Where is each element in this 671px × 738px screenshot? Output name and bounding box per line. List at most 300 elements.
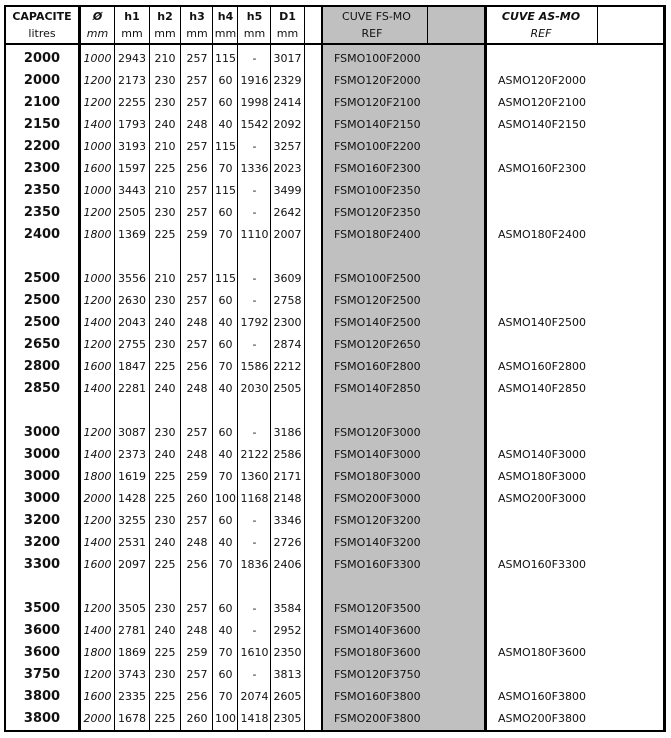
cell-h4: 60 bbox=[218, 96, 233, 109]
cell-fs: FSMO140F3600 bbox=[334, 624, 421, 637]
cell-fs: FSMO120F3200 bbox=[334, 514, 421, 527]
border-diameter bbox=[114, 5, 115, 732]
cell-h1: 3443 bbox=[118, 184, 146, 197]
border-fs-left bbox=[321, 5, 323, 732]
cell-h3: 248 bbox=[186, 624, 208, 637]
cell-h4: 60 bbox=[218, 602, 233, 615]
cell-cap: 2000 bbox=[23, 73, 61, 88]
cell-fs: FSMO120F3750 bbox=[334, 668, 421, 681]
cell-cap: 3500 bbox=[23, 601, 61, 616]
cell-h2: 240 bbox=[154, 316, 176, 329]
cell-d1: 2300 bbox=[273, 316, 302, 329]
cell-d1: 3584 bbox=[273, 602, 302, 615]
cell-dia: 1200 bbox=[83, 338, 112, 351]
cell-dia: 1400 bbox=[83, 118, 112, 131]
cell-h3: 257 bbox=[186, 96, 208, 109]
cell-d1: 2007 bbox=[273, 228, 302, 241]
cell-cap: 2500 bbox=[23, 293, 61, 308]
cell-cap: 3000 bbox=[23, 447, 61, 462]
cell-h1: 2531 bbox=[118, 536, 146, 549]
cell-h5: - bbox=[252, 536, 257, 549]
cell-d1: 2148 bbox=[273, 492, 302, 505]
cell-h3: 257 bbox=[186, 206, 208, 219]
cell-dia: 1000 bbox=[83, 272, 112, 285]
cell-dia: 1400 bbox=[83, 624, 112, 637]
cell-d1: 2414 bbox=[273, 96, 302, 109]
cell-d1: 2023 bbox=[273, 162, 302, 175]
cell-d1: 3609 bbox=[273, 272, 302, 285]
cell-d1: 2406 bbox=[273, 558, 302, 571]
cell-h3: 256 bbox=[186, 690, 208, 703]
cell-fs: FSMO120F3500 bbox=[334, 602, 421, 615]
cell-h1: 1793 bbox=[118, 118, 146, 131]
header-h3-unit: mm bbox=[186, 27, 208, 40]
cell-cap: 3200 bbox=[23, 535, 61, 550]
header-h1-unit: mm bbox=[121, 27, 143, 40]
cell-fs: FSMO200F3800 bbox=[334, 712, 421, 725]
cell-fs: FSMO140F3000 bbox=[334, 448, 421, 461]
cell-h4: 60 bbox=[218, 514, 233, 527]
cell-fs: FSMO160F3800 bbox=[334, 690, 421, 703]
cell-d1: 2505 bbox=[273, 382, 302, 395]
border-fs-right bbox=[484, 5, 487, 732]
cell-d1: 3017 bbox=[273, 52, 302, 65]
cell-cap: 2500 bbox=[23, 315, 61, 330]
cell-h4: 100 bbox=[215, 712, 236, 725]
cell-as bbox=[486, 598, 598, 620]
header-h1: h1 bbox=[124, 10, 140, 23]
header-diameter: Ø bbox=[92, 10, 103, 23]
cell-h2: 230 bbox=[154, 602, 176, 615]
cell-h2: 230 bbox=[154, 294, 176, 307]
cell-h1: 2043 bbox=[118, 316, 146, 329]
cell-d1: 2726 bbox=[273, 536, 302, 549]
cell-fs: FSMO160F3300 bbox=[334, 558, 421, 571]
cell-h5: 2122 bbox=[240, 448, 269, 461]
cell-h5: 1792 bbox=[240, 316, 269, 329]
cell-cap: 3600 bbox=[23, 623, 61, 638]
cell-dia: 1400 bbox=[83, 316, 112, 329]
cell-h2: 210 bbox=[154, 272, 176, 285]
cell-dia: 1800 bbox=[83, 646, 112, 659]
cell-as: ASMO140F3000 bbox=[498, 448, 586, 461]
cell-h5: - bbox=[252, 140, 257, 153]
cell-d1: 2758 bbox=[273, 294, 302, 307]
cell-d1: 2305 bbox=[273, 712, 302, 725]
cell-h1: 2173 bbox=[118, 74, 146, 87]
cell-fs: FSMO180F3600 bbox=[334, 646, 421, 659]
cell-fs: FSMO180F3000 bbox=[334, 470, 421, 483]
border-right bbox=[663, 5, 666, 732]
cell-dia: 1200 bbox=[83, 668, 112, 681]
cell-h2: 230 bbox=[154, 668, 176, 681]
border-capacite bbox=[78, 5, 81, 732]
cell-h3: 257 bbox=[186, 602, 208, 615]
cell-as: ASMO200F3000 bbox=[498, 492, 586, 505]
cell-h1: 2097 bbox=[118, 558, 146, 571]
cell-h5: 1836 bbox=[240, 558, 269, 571]
cell-h1: 1619 bbox=[118, 470, 146, 483]
cell-cap: 3800 bbox=[23, 689, 61, 704]
cell-h3: 259 bbox=[186, 646, 208, 659]
cell-h4: 60 bbox=[218, 294, 233, 307]
header-as-ref: REF bbox=[530, 27, 552, 40]
cell-d1: 2952 bbox=[273, 624, 302, 637]
cell-dia: 1200 bbox=[83, 294, 112, 307]
cell-d1: 2605 bbox=[273, 690, 302, 703]
cell-d1: 2642 bbox=[273, 206, 302, 219]
cell-h5: 1168 bbox=[240, 492, 269, 505]
cell-d1: 2171 bbox=[273, 470, 302, 483]
cell-h3: 257 bbox=[186, 668, 208, 681]
cell-as: ASMO160F3300 bbox=[498, 558, 586, 571]
cell-as bbox=[486, 532, 598, 554]
cell-d1: 2874 bbox=[273, 338, 302, 351]
cell-h5: 1360 bbox=[240, 470, 269, 483]
cell-h5: 2074 bbox=[240, 690, 269, 703]
cell-h3: 259 bbox=[186, 470, 208, 483]
cell-dia: 1600 bbox=[83, 690, 112, 703]
border-h4 bbox=[237, 5, 238, 732]
cell-dia: 1800 bbox=[83, 228, 112, 241]
cell-h4: 40 bbox=[218, 536, 233, 549]
cell-cap: 2650 bbox=[23, 337, 61, 352]
cell-h2: 240 bbox=[154, 382, 176, 395]
cell-h2: 210 bbox=[154, 52, 176, 65]
cell-as: ASMO120F2100 bbox=[498, 96, 586, 109]
cell-h1: 3505 bbox=[118, 602, 146, 615]
cell-dia: 1000 bbox=[83, 184, 112, 197]
cell-h1: 3087 bbox=[118, 426, 146, 439]
header-diameter-unit: mm bbox=[86, 27, 109, 40]
header-cuve-fs-mo: CUVE FS-MO bbox=[342, 10, 411, 23]
cell-fs: FSMO120F2350 bbox=[334, 206, 421, 219]
cell-h3: 256 bbox=[186, 162, 208, 175]
header-cuve-as-mo: CUVE AS-MO bbox=[501, 10, 581, 23]
cell-h1: 1678 bbox=[118, 712, 146, 725]
cell-h1: 1597 bbox=[118, 162, 146, 175]
cell-fs: FSMO120F2100 bbox=[334, 96, 421, 109]
cell-h4: 60 bbox=[218, 426, 233, 439]
cell-d1: 2350 bbox=[273, 646, 302, 659]
cell-h3: 248 bbox=[186, 448, 208, 461]
cell-h5: 1110 bbox=[240, 228, 269, 241]
header-fs-ref: REF bbox=[361, 27, 383, 40]
cell-h1: 3556 bbox=[118, 272, 146, 285]
cell-h2: 225 bbox=[154, 162, 176, 175]
cell-h5: - bbox=[252, 184, 257, 197]
cell-h5: 1542 bbox=[240, 118, 269, 131]
cell-h1: 3743 bbox=[118, 668, 146, 681]
cell-as bbox=[486, 268, 598, 290]
border-h3 bbox=[212, 5, 213, 732]
table-top-border bbox=[4, 5, 666, 7]
cell-h5: 1586 bbox=[240, 360, 269, 373]
cell-cap: 3200 bbox=[23, 513, 61, 528]
cell-cap: 3000 bbox=[23, 425, 61, 440]
cell-h5: - bbox=[252, 426, 257, 439]
cell-fs: FSMO140F2500 bbox=[334, 316, 421, 329]
cell-h1: 3255 bbox=[118, 514, 146, 527]
cell-h2: 225 bbox=[154, 470, 176, 483]
cell-h4: 70 bbox=[218, 360, 233, 373]
cell-d1: 2329 bbox=[273, 74, 302, 87]
cell-h2: 230 bbox=[154, 206, 176, 219]
cell-h3: 257 bbox=[186, 272, 208, 285]
cell-cap: 3800 bbox=[23, 711, 61, 726]
cell-h2: 240 bbox=[154, 448, 176, 461]
cell-h5: - bbox=[252, 272, 257, 285]
cell-h3: 257 bbox=[186, 74, 208, 87]
cell-h2: 225 bbox=[154, 558, 176, 571]
border-d1 bbox=[304, 5, 305, 732]
cell-h5: - bbox=[252, 668, 257, 681]
cell-h5: 2030 bbox=[240, 382, 269, 395]
cell-cap: 2350 bbox=[23, 205, 61, 220]
cell-fs: FSMO100F2500 bbox=[334, 272, 421, 285]
cell-h5: - bbox=[252, 294, 257, 307]
cell-h4: 40 bbox=[218, 382, 233, 395]
cell-h3: 248 bbox=[186, 316, 208, 329]
cell-dia: 1200 bbox=[83, 426, 112, 439]
cell-h4: 100 bbox=[215, 492, 236, 505]
cell-h5: - bbox=[252, 624, 257, 637]
cell-dia: 1000 bbox=[83, 140, 112, 153]
cell-h2: 240 bbox=[154, 118, 176, 131]
cell-h2: 225 bbox=[154, 712, 176, 725]
cell-h1: 1847 bbox=[118, 360, 146, 373]
cell-as: ASMO180F3600 bbox=[498, 646, 586, 659]
cell-cap: 3300 bbox=[23, 557, 61, 572]
cell-as bbox=[486, 664, 598, 686]
cell-h3: 257 bbox=[186, 140, 208, 153]
header-h5: h5 bbox=[246, 10, 263, 23]
cell-h2: 230 bbox=[154, 338, 176, 351]
cell-h1: 2505 bbox=[118, 206, 146, 219]
cell-as bbox=[486, 334, 598, 356]
cell-h2: 240 bbox=[154, 536, 176, 549]
cell-h4: 40 bbox=[218, 118, 233, 131]
cell-h5: - bbox=[252, 206, 257, 219]
cell-h1: 2755 bbox=[118, 338, 146, 351]
cell-h4: 60 bbox=[218, 668, 233, 681]
cell-dia: 1000 bbox=[83, 52, 112, 65]
cell-dia: 1200 bbox=[83, 96, 112, 109]
cell-as bbox=[486, 202, 598, 224]
cell-h3: 260 bbox=[186, 492, 208, 505]
cell-dia: 1200 bbox=[83, 206, 112, 219]
cell-h1: 2335 bbox=[118, 690, 146, 703]
cell-h2: 210 bbox=[154, 140, 176, 153]
cell-cap: 3600 bbox=[23, 645, 61, 660]
cell-h1: 2255 bbox=[118, 96, 146, 109]
cell-h3: 257 bbox=[186, 338, 208, 351]
cell-fs: FSMO200F3000 bbox=[334, 492, 421, 505]
cell-h4: 60 bbox=[218, 338, 233, 351]
cell-h2: 230 bbox=[154, 96, 176, 109]
tank-spec-table bbox=[4, 5, 666, 732]
cell-d1: 2212 bbox=[273, 360, 302, 373]
cell-h2: 225 bbox=[154, 690, 176, 703]
cell-d1: 3346 bbox=[273, 514, 302, 527]
cell-h5: 1418 bbox=[240, 712, 269, 725]
cell-h2: 230 bbox=[154, 514, 176, 527]
cell-fs: FSMO180F2400 bbox=[334, 228, 421, 241]
cell-fs: FSMO140F3200 bbox=[334, 536, 421, 549]
cell-dia: 2000 bbox=[83, 492, 112, 505]
cell-h1: 1428 bbox=[118, 492, 146, 505]
header-h4: h4 bbox=[217, 10, 234, 23]
cell-cap: 2000 bbox=[23, 51, 61, 66]
cell-cap: 2350 bbox=[23, 183, 61, 198]
cell-cap: 2100 bbox=[23, 95, 61, 110]
cell-dia: 1400 bbox=[83, 382, 112, 395]
cell-cap: 2850 bbox=[23, 381, 61, 396]
cell-h1: 1369 bbox=[118, 228, 146, 241]
cell-h5: 1336 bbox=[240, 162, 269, 175]
cell-as: ASMO140F2850 bbox=[498, 382, 586, 395]
cell-dia: 1600 bbox=[83, 558, 112, 571]
border-h1 bbox=[149, 5, 150, 732]
cell-h3: 257 bbox=[186, 52, 208, 65]
cell-as bbox=[486, 180, 598, 202]
cell-d1: 3813 bbox=[273, 668, 302, 681]
cell-as: ASMO160F2800 bbox=[498, 360, 586, 373]
cell-h1: 1869 bbox=[118, 646, 146, 659]
cell-dia: 1800 bbox=[83, 470, 112, 483]
cell-h4: 40 bbox=[218, 316, 233, 329]
cell-as: ASMO160F3800 bbox=[498, 690, 586, 703]
cell-cap: 3000 bbox=[23, 469, 61, 484]
cell-h2: 210 bbox=[154, 184, 176, 197]
cell-fs: FSMO140F2150 bbox=[334, 118, 421, 131]
cell-cap: 2150 bbox=[23, 117, 61, 132]
cell-as bbox=[486, 48, 598, 70]
cell-h3: 248 bbox=[186, 536, 208, 549]
header-litres: litres bbox=[28, 27, 56, 40]
cell-fs: FSMO120F2650 bbox=[334, 338, 421, 351]
cell-h5: - bbox=[252, 338, 257, 351]
cell-h2: 225 bbox=[154, 360, 176, 373]
cell-fs: FSMO100F2350 bbox=[334, 184, 421, 197]
cell-h3: 260 bbox=[186, 712, 208, 725]
cell-h3: 257 bbox=[186, 426, 208, 439]
border-left bbox=[4, 5, 6, 732]
cell-h2: 225 bbox=[154, 228, 176, 241]
cell-cap: 3000 bbox=[23, 491, 61, 506]
cell-d1: 3499 bbox=[273, 184, 302, 197]
cell-cap: 2400 bbox=[23, 227, 61, 242]
cell-fs: FSMO160F2300 bbox=[334, 162, 421, 175]
header-capacite: CAPACITE bbox=[12, 10, 72, 23]
cell-h4: 40 bbox=[218, 448, 233, 461]
header-h3: h3 bbox=[189, 10, 205, 23]
cell-cap: 3750 bbox=[23, 667, 61, 682]
cell-h1: 2373 bbox=[118, 448, 146, 461]
cell-d1: 3257 bbox=[273, 140, 302, 153]
header-h4-unit: mm bbox=[214, 27, 237, 40]
cell-dia: 1600 bbox=[83, 360, 112, 373]
cell-as: ASMO160F2300 bbox=[498, 162, 586, 175]
cell-cap: 2500 bbox=[23, 271, 61, 286]
cell-dia: 2000 bbox=[83, 712, 112, 725]
cell-h3: 248 bbox=[186, 118, 208, 131]
cell-dia: 1400 bbox=[83, 536, 112, 549]
cell-h2: 230 bbox=[154, 74, 176, 87]
cell-fs: FSMO120F2000 bbox=[334, 74, 421, 87]
cell-as: ASMO120F2000 bbox=[498, 74, 586, 87]
cell-h3: 257 bbox=[186, 514, 208, 527]
header-bottom-border bbox=[4, 43, 666, 45]
cell-h4: 70 bbox=[218, 690, 233, 703]
cell-h5: 1998 bbox=[240, 96, 269, 109]
cell-h3: 259 bbox=[186, 228, 208, 241]
cell-h5: - bbox=[252, 514, 257, 527]
cell-h4: 60 bbox=[218, 74, 233, 87]
cell-h2: 225 bbox=[154, 646, 176, 659]
cell-h4: 115 bbox=[215, 140, 236, 153]
cell-as: ASMO140F2500 bbox=[498, 316, 586, 329]
cell-cap: 2200 bbox=[23, 139, 61, 154]
cell-h5: 1610 bbox=[240, 646, 269, 659]
cell-cap: 2300 bbox=[23, 161, 61, 176]
cell-as bbox=[486, 290, 598, 312]
cell-h3: 257 bbox=[186, 184, 208, 197]
cell-h4: 70 bbox=[218, 470, 233, 483]
cell-h5: 1916 bbox=[240, 74, 269, 87]
cell-dia: 1200 bbox=[83, 602, 112, 615]
border-h2 bbox=[180, 5, 181, 732]
cell-as bbox=[486, 620, 598, 642]
cell-as bbox=[486, 510, 598, 532]
cell-h4: 40 bbox=[218, 624, 233, 637]
cell-fs: FSMO140F2850 bbox=[334, 382, 421, 395]
cell-h3: 257 bbox=[186, 294, 208, 307]
header-h2: h2 bbox=[157, 10, 173, 23]
cell-d1: 2586 bbox=[273, 448, 302, 461]
cell-h4: 115 bbox=[215, 52, 236, 65]
border-h5 bbox=[270, 5, 271, 732]
header-d1: D1 bbox=[279, 10, 296, 23]
cell-h4: 70 bbox=[218, 162, 233, 175]
cell-dia: 1400 bbox=[83, 448, 112, 461]
cell-h4: 60 bbox=[218, 206, 233, 219]
cell-cap: 2800 bbox=[23, 359, 61, 374]
cell-dia: 1200 bbox=[83, 74, 112, 87]
cell-h4: 115 bbox=[215, 184, 236, 197]
cell-dia: 1600 bbox=[83, 162, 112, 175]
cell-fs: FSMO120F3000 bbox=[334, 426, 421, 439]
cell-h3: 248 bbox=[186, 382, 208, 395]
cell-h1: 2781 bbox=[118, 624, 146, 637]
cell-h2: 240 bbox=[154, 624, 176, 637]
cell-fs: FSMO160F2800 bbox=[334, 360, 421, 373]
cell-h1: 2281 bbox=[118, 382, 146, 395]
cell-h3: 256 bbox=[186, 360, 208, 373]
cell-d1: 2092 bbox=[273, 118, 302, 131]
cell-h4: 70 bbox=[218, 558, 233, 571]
cell-h1: 2943 bbox=[118, 52, 146, 65]
cell-h4: 115 bbox=[215, 272, 236, 285]
cell-fs: FSMO120F2500 bbox=[334, 294, 421, 307]
cell-h3: 256 bbox=[186, 558, 208, 571]
cell-h1: 2630 bbox=[118, 294, 146, 307]
cell-as: ASMO180F3000 bbox=[498, 470, 586, 483]
cell-h2: 230 bbox=[154, 426, 176, 439]
cell-h5: - bbox=[252, 52, 257, 65]
cell-h2: 225 bbox=[154, 492, 176, 505]
cell-as bbox=[486, 136, 598, 158]
